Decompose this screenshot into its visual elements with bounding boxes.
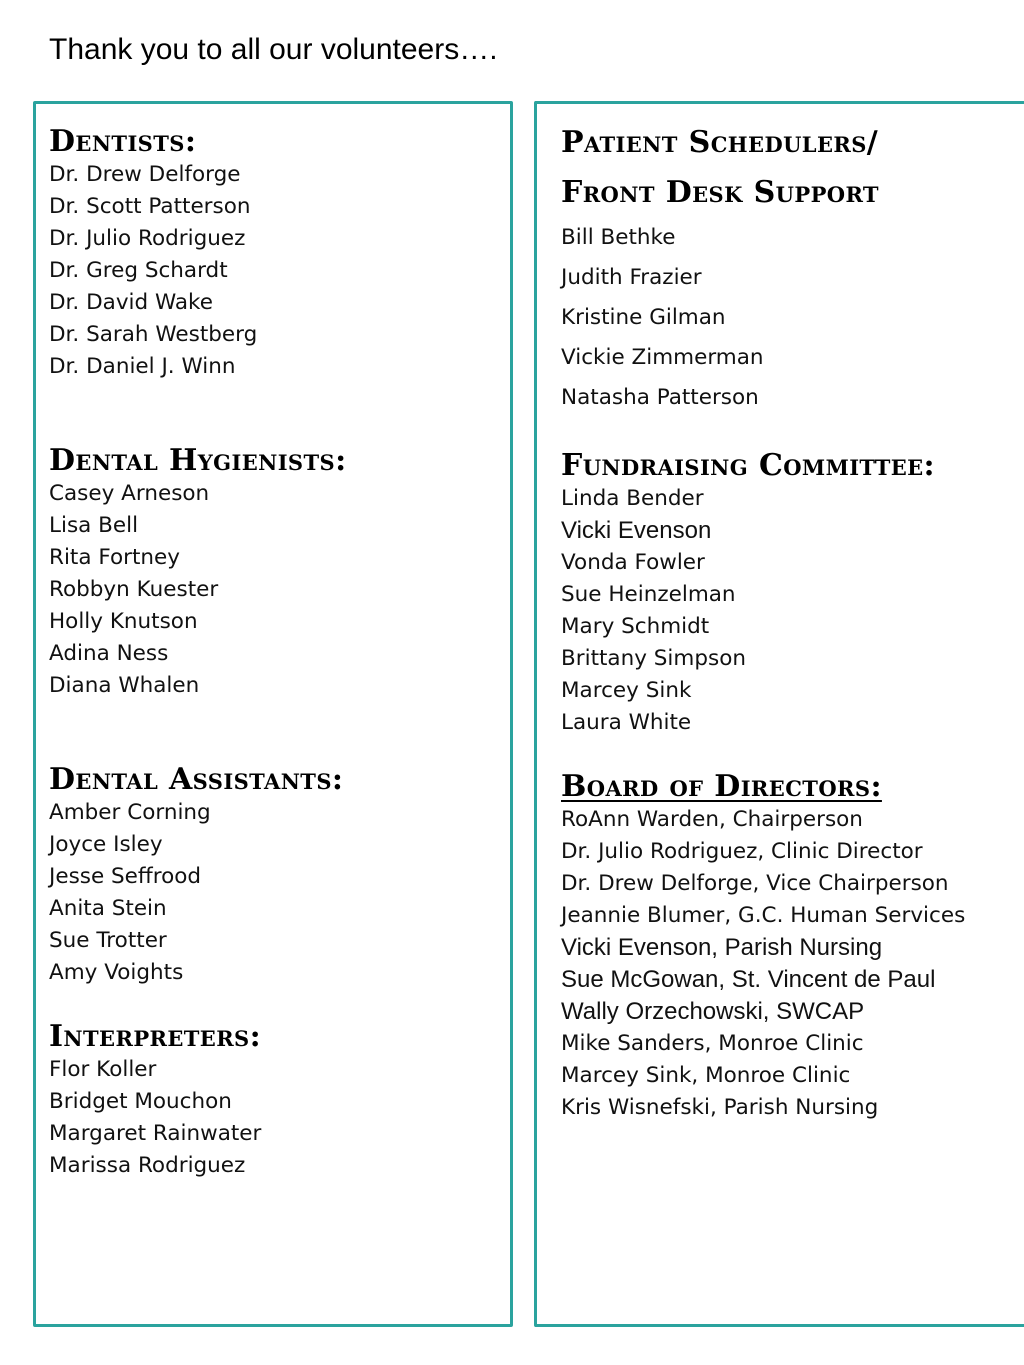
list-item: Dr. Julio Rodriguez, Clinic Director — [561, 839, 923, 864]
board-heading: Board of Directors: — [561, 769, 882, 804]
list-item: Sue Trotter — [49, 928, 167, 953]
list-item: Mary Schmidt — [561, 614, 710, 639]
dentists-heading: Dentists: — [49, 124, 197, 159]
list-item: Vicki Evenson — [561, 517, 712, 544]
list-item: Kristine Gilman — [561, 305, 726, 330]
list-item: Holly Knutson — [49, 609, 198, 634]
fundraising-heading: Fundraising Committee: — [561, 448, 936, 483]
list-item: Marcey Sink — [561, 678, 692, 703]
list-item: RoAnn Warden, Chairperson — [561, 807, 863, 832]
list-item: Vonda Fowler — [561, 550, 705, 575]
schedulers-heading-line2: Front Desk Support — [561, 175, 879, 210]
list-item: Dr. Julio Rodriguez — [49, 226, 246, 251]
schedulers-list — [561, 218, 1024, 418]
list-item: Margaret Rainwater — [49, 1121, 262, 1146]
list-item: Wally Orzechowski, SWCAP — [561, 998, 865, 1025]
list-item: Sue Heinzelman — [561, 582, 736, 607]
right-volunteer-panel — [534, 101, 1024, 1327]
list-item: Robbyn Kuester — [49, 577, 219, 602]
list-item: Brittany Simpson — [561, 646, 746, 671]
list-item: Vickie Zimmerman — [561, 345, 764, 370]
list-item: Rita Fortney — [49, 545, 180, 570]
assistants-heading: Dental Assistants: — [49, 762, 344, 797]
list-item: Dr. Scott Patterson — [49, 194, 251, 219]
assistants-list — [49, 797, 510, 989]
interpreters-heading: Interpreters: — [49, 1019, 262, 1054]
board-list — [561, 804, 1024, 1124]
list-item: Marissa Rodriguez — [49, 1153, 246, 1178]
list-item: Diana Whalen — [49, 673, 200, 698]
list-item: Sue McGowan, St. Vincent de Paul — [561, 966, 936, 993]
list-item: Flor Koller — [49, 1057, 157, 1082]
fundraising-list — [561, 483, 1024, 739]
list-item: Natasha Patterson — [561, 385, 759, 410]
interpreters-list — [49, 1054, 510, 1182]
list-item: Dr. David Wake — [49, 290, 213, 315]
list-item: Lisa Bell — [49, 513, 139, 538]
list-item: Amy Voights — [49, 960, 184, 985]
list-item: Casey Arneson — [49, 481, 210, 506]
schedulers-heading: Patient Schedulers/ — [561, 125, 879, 160]
list-item: Linda Bender — [561, 486, 704, 511]
list-item: Dr. Greg Schardt — [49, 258, 228, 283]
hygienists-heading: Dental Hygienists: — [49, 443, 347, 478]
list-item: Bridget Mouchon — [49, 1089, 232, 1114]
list-item: Marcey Sink, Monroe Clinic — [561, 1063, 851, 1088]
dentists-list — [49, 159, 510, 383]
list-item: Amber Corning — [49, 800, 211, 825]
list-item: Mike Sanders, Monroe Clinic — [561, 1031, 864, 1056]
list-item: Jesse Seffrood — [49, 864, 202, 889]
list-item: Dr. Drew Delforge, Vice Chairperson — [561, 871, 949, 896]
list-item: Dr. Sarah Westberg — [49, 322, 258, 347]
list-item: Judith Frazier — [561, 265, 702, 290]
list-item: Laura White — [561, 710, 692, 735]
list-item: Dr. Daniel J. Winn — [49, 354, 236, 379]
list-item: Joyce Isley — [49, 832, 163, 857]
list-item: Dr. Drew Delforge — [49, 162, 241, 187]
list-item: Kris Wisnefski, Parish Nursing — [561, 1095, 879, 1120]
list-item: Adina Ness — [49, 641, 169, 666]
list-item: Bill Bethke — [561, 225, 676, 250]
list-item: Jeannie Blumer, G.C. Human Services — [561, 903, 966, 928]
page-title: Thank you to all our volunteers…. — [49, 33, 498, 66]
list-item: Vicki Evenson, Parish Nursing — [561, 934, 883, 961]
list-item: Anita Stein — [49, 896, 167, 921]
left-volunteer-panel — [33, 101, 513, 1327]
hygienists-list — [49, 478, 510, 702]
